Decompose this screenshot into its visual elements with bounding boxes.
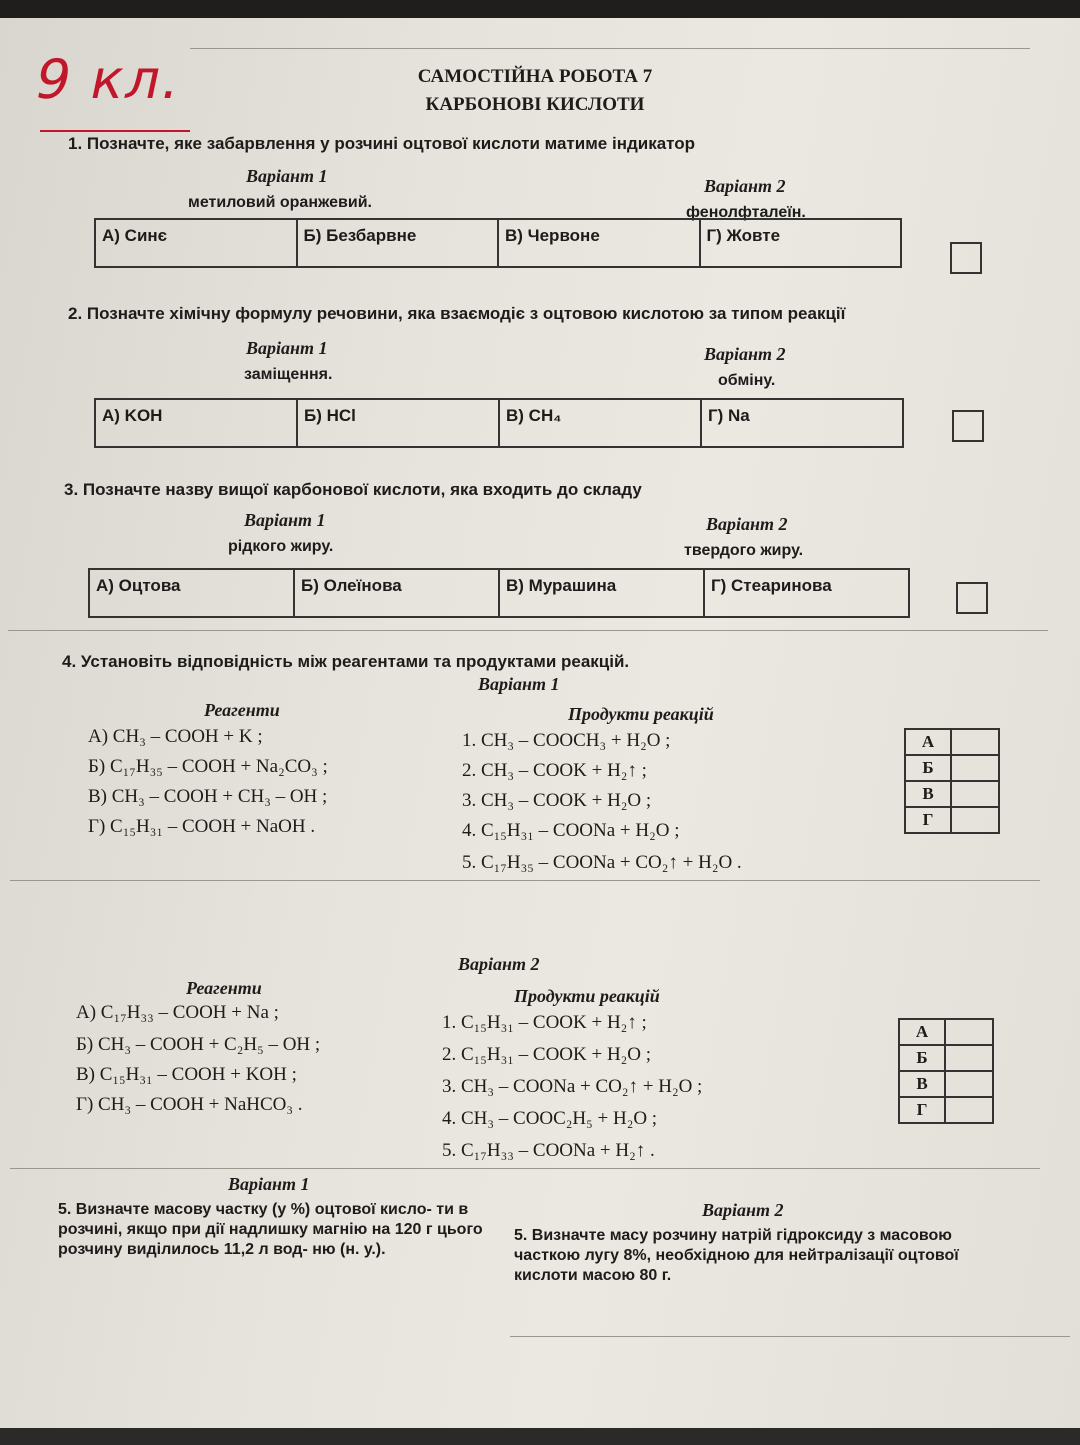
q3-variant-2-text: твердого жиру. (684, 542, 804, 559)
grid-label-b: Б (905, 755, 951, 781)
q4-v2-product-4: 4. CH₃ – COOC₂H₅ + H₂O ; (442, 1108, 658, 1129)
grid-label-d: Г (899, 1097, 945, 1123)
worksheet-page (0, 18, 1080, 1428)
q4-v2-products-heading: Продукти реакцій (514, 986, 660, 1006)
q4-v2-reagent-d: Г) CH₃ – COOH + NaHCO₃ . (76, 1094, 303, 1115)
q4-v2-product-1: 1. C₁₅H₃₁ – COOK + H₂↑ ; (442, 1012, 647, 1033)
grid-cell[interactable] (945, 1071, 993, 1097)
q3-variant-1-label: Варіант 1 (244, 510, 326, 530)
question-2-text: 2. Позначте хімічну формулу речовини, яка взаємодіє з оцтовою кислотою за типом реакції (68, 304, 846, 323)
q5-variant-2-label: Варіант 2 (702, 1200, 784, 1220)
q3-options (88, 568, 910, 618)
q1-option-a[interactable]: А) Синє (96, 220, 298, 266)
grid-cell[interactable] (945, 1097, 993, 1123)
grid-label-a: А (899, 1019, 945, 1045)
q4-v2-reagents-heading: Реагенти (186, 978, 262, 998)
q4-v1-product-2: 2. CH₃ – COOK + H₂↑ ; (462, 760, 647, 781)
top-rule (190, 48, 1030, 49)
q1-option-b[interactable]: Б) Безбарвне (298, 220, 500, 266)
q3-option-d[interactable]: Г) Стеаринова (711, 576, 832, 595)
q4-v1-reagents-heading: Реагенти (204, 700, 280, 720)
q2-variant-2-text: обміну. (718, 372, 776, 389)
handwritten-underline (40, 130, 190, 132)
q4-v2-reagent-b: Б) CH₃ – COOH + C₂H₅ – OH ; (76, 1034, 321, 1055)
q1-option-c[interactable]: В) Червоне (499, 220, 701, 266)
q1-option-d[interactable]: Г) Жовте (706, 226, 781, 245)
grid-label-b: Б (899, 1045, 945, 1071)
q3-variant-1-text: рідкого жиру. (228, 538, 334, 555)
question-1-text: 1. Позначте, яке забарвлення у розчині оцтової кислоти матиме індикатор (68, 134, 696, 153)
q1-variant-1-text: метиловий оранжевий. (188, 194, 372, 211)
q1-answer-box[interactable] (950, 242, 982, 274)
q4-v1-product-5: 5. C₁₇H₃₅ – COONa + CO₂↑ + H₂O . (462, 852, 742, 873)
q4-v1-reagent-b: Б) C₁₇H₃₅ – COOH + Na₂CO₃ ; (88, 756, 328, 777)
q2-options (94, 398, 904, 448)
q3-option-a[interactable]: А) Оцтова (90, 570, 295, 616)
grid-label-c: В (905, 781, 951, 807)
q3-answer-box[interactable] (956, 582, 988, 614)
q2-answer-box[interactable] (952, 410, 984, 442)
q4-v2-reagent-a: А) C₁₇H₃₃ – COOH + Na ; (76, 1002, 279, 1023)
bottom-rule (510, 1336, 1070, 1337)
q2-option-a[interactable]: А) KOH (96, 400, 298, 446)
q2-option-c[interactable]: В) CH₄ (500, 400, 702, 446)
question-3-text: 3. Позначте назву вищої карбонової кислоти, яка входить до складу (64, 480, 642, 499)
q1-variant-1-label: Варіант 1 (246, 166, 328, 186)
q3-variant-2-label: Варіант 2 (706, 514, 788, 534)
q4-v1-reagent-d: Г) C₁₅H₃₁ – COOH + NaOH . (88, 816, 316, 837)
grid-label-c: В (899, 1071, 945, 1097)
q4-v1-reagent-c: В) CH₃ – COOH + CH₃ – OH ; (88, 786, 328, 807)
q5-variant-1-label: Варіант 1 (228, 1174, 310, 1194)
q1-variant-2-text: фенолфталеїн. (686, 204, 806, 221)
q4-v1-answer-grid (904, 728, 1000, 834)
q4-v2-reagent-c: В) C₁₅H₃₁ – COOH + KOH ; (76, 1064, 297, 1085)
handwritten-grade-note: 9 кл. (29, 48, 189, 111)
grid-cell[interactable] (951, 807, 999, 833)
q2-variant-1-text: заміщення. (244, 366, 333, 383)
q1-variant-2-label: Варіант 2 (704, 176, 786, 196)
q4-variant-1-label: Варіант 1 (478, 674, 560, 694)
grid-cell[interactable] (951, 781, 999, 807)
divider-rule (8, 630, 1048, 631)
q4-variant-2-label: Варіант 2 (458, 954, 540, 974)
q2-variant-2-label: Варіант 2 (704, 344, 786, 364)
grid-cell[interactable] (951, 729, 999, 755)
q5-variant-2-task: 5. Визначте масу розчину натрій гідроксиду з масовою часткою лугу 8%, необхідною для нейтралізації оцтової кислоти масою 80 г. (514, 1227, 959, 1284)
q2-option-d[interactable]: Г) Na (708, 406, 750, 425)
divider-rule (10, 1168, 1040, 1169)
q3-option-b[interactable]: Б) Олеїнова (295, 570, 500, 616)
worksheet-title: САМОСТІЙНА РОБОТА 7 (417, 66, 653, 87)
grid-cell[interactable] (945, 1019, 993, 1045)
q1-options (94, 218, 902, 268)
q4-v1-products-heading: Продукти реакцій (568, 704, 714, 724)
q4-v1-product-1: 1. CH₃ – COOCH₃ + H₂O ; (462, 730, 671, 751)
q2-option-b[interactable]: Б) HCl (298, 400, 500, 446)
grid-cell[interactable] (945, 1045, 993, 1071)
q5-variant-1-task: 5. Визначте масову частку (у %) оцтової кисло- ти в розчині, якщо при дії надлишку магнію на 120 г цього розчину виділилось 11,2 л вод- ню (н. у.). (58, 1201, 483, 1258)
divider-rule (10, 880, 1040, 881)
question-4-text: 4. Установіть відповідність між реагентами та продуктами реакцій. (62, 652, 630, 671)
worksheet-subtitle: КАРБОНОВІ КИСЛОТИ (425, 94, 645, 115)
q4-v2-answer-grid (898, 1018, 994, 1124)
grid-cell[interactable] (951, 755, 999, 781)
q4-v2-product-3: 3. CH₃ – COONa + CO₂↑ + H₂O ; (442, 1076, 703, 1097)
q4-v1-product-4: 4. C₁₅H₃₁ – COONa + H₂O ; (462, 820, 680, 841)
q2-variant-1-label: Варіант 1 (246, 338, 328, 358)
q4-v1-reagent-a: А) CH₃ – COOH + K ; (88, 726, 263, 747)
q4-v2-product-5: 5. C₁₇H₃₃ – COONa + H₂↑ . (442, 1140, 655, 1161)
q4-v1-product-3: 3. CH₃ – COOK + H₂O ; (462, 790, 652, 811)
grid-label-d: Г (905, 807, 951, 833)
grid-label-a: А (905, 729, 951, 755)
q4-v2-product-2: 2. C₁₅H₃₁ – COOK + H₂O ; (442, 1044, 652, 1065)
top-dark-edge (0, 0, 1080, 18)
q3-option-c[interactable]: В) Мурашина (500, 570, 705, 616)
